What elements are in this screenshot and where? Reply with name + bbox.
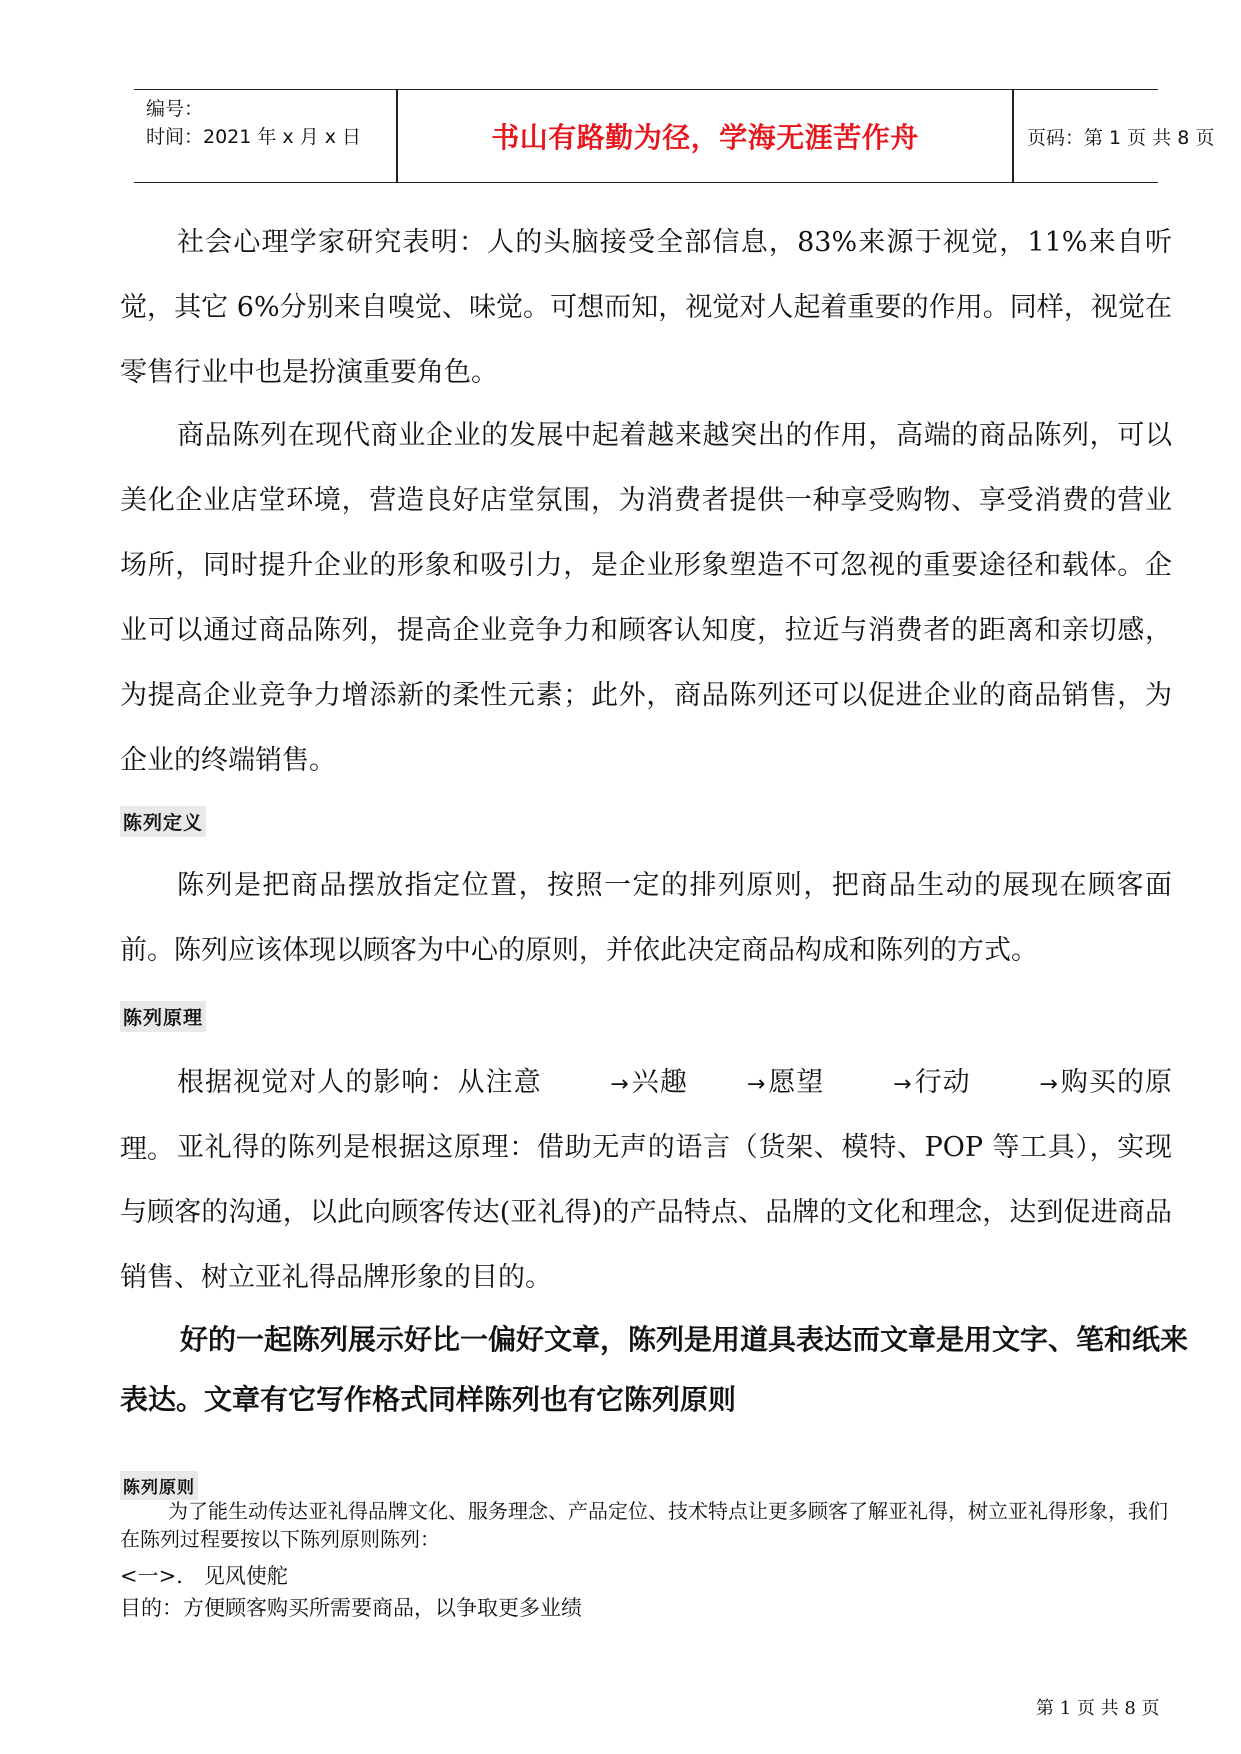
paragraph-yalide-display: 亚礼得的陈列是根据这原理：借助无声的语言（货架、模特、POP 等工具），实现与顾客的沟通，以此向顾客传达(亚礼得)的产品特点、品牌的文化和理念，达到促进商品销售、树立亚礼得品牌形象的目的。: [120, 1132, 1172, 1293]
header-middle-cell: [398, 90, 1012, 182]
document-time-label: 时间：2021 年 x 月 x 日: [146, 126, 362, 148]
paragraph-intro: 社会心理学家研究表明：人的头脑接受全部信息，83%来源于视觉，11%来自听觉，其它 6%分别来自嗅觉、味觉。可想而知，视觉对人起着重要的作用。同样，视觉在零售行业中也是扮演重要角色。: [120, 227, 1172, 388]
page-footer: 第 1 页 共 8 页: [1036, 1698, 1160, 1719]
paragraph-rules-intro: 为了能生动传达亚礼得品牌文化、服务理念、产品定位、技术特点让更多顾客了解亚礼得，树立亚礼得形象，我们在陈列过程要按以下陈列原则陈列：: [120, 1499, 1168, 1551]
arrow-right-icon: →: [746, 1072, 766, 1097]
header-motto: 书山有路勤为径，学海无涯苦作舟: [491, 121, 919, 154]
arrow-right-icon: →: [610, 1072, 629, 1097]
paragraph-display-role: 商品陈列在现代商业企业的发展中起着越来越突出的作用，高端的商品陈列，可以美化企业店堂环境，营造良好店堂氛围，为消费者提供一种享受购物、享受消费的营业场所，同时提升企业的形象和吸引力，是企业形象塑造不可忽视的重要途径和载体。企业可以通过商品陈列，提高企业竞争力和顾客认知度，拉近与消费者的距离和亲切感，为提高企业竞争力增添新的柔性元素；此外，商品陈列还可以促进企业的商品销售，为企业的终端销售。: [120, 420, 1172, 776]
paragraph-highlight: 好的一起陈列展示好比一偏好文章，陈列是用道具表达而文章是用文字、笔和纸来表达。文章有它写作格式同样陈列也有它陈列原则: [120, 1323, 1189, 1416]
flow-step-desire: 愿望: [767, 1067, 835, 1098]
flow-step-attention: 根据视觉对人的影响：从注意: [177, 1067, 552, 1098]
list-item-purpose: 目的：方便顾客购买所需要商品，以争取更多业绩: [120, 1596, 582, 1620]
arrow-right-icon: →: [893, 1072, 912, 1097]
header-page-label: 页码：第 1 页 共 8 页: [1027, 126, 1215, 149]
arrow-right-icon: →: [1039, 1072, 1058, 1097]
header-right-cell: [1015, 90, 1215, 182]
paragraph-definition: 陈列是把商品摆放指定位置，按照一定的排列原则，把商品生动的展现在顾客面前。陈列应该体现以顾客为中心的原则，并依此决定商品构成和陈列的方式。: [120, 870, 1172, 966]
flow-step-purchase: 购买的原理。: [120, 1067, 1172, 1165]
document-header: [134, 89, 1215, 183]
list-item-heading: <一>． 见风使舵: [120, 1564, 288, 1588]
flow-step-interest: 兴趣: [630, 1067, 688, 1098]
section-heading-definition: 陈列定义: [120, 806, 206, 837]
section-heading-rules: 陈列原则: [120, 1471, 198, 1500]
flow-step-action: 行动: [913, 1067, 981, 1098]
document-number-label: 编号：: [146, 98, 204, 120]
header-divider: [1012, 90, 1014, 182]
section-heading-principle: 陈列原理: [120, 1001, 206, 1032]
header-left-cell: [134, 90, 396, 182]
